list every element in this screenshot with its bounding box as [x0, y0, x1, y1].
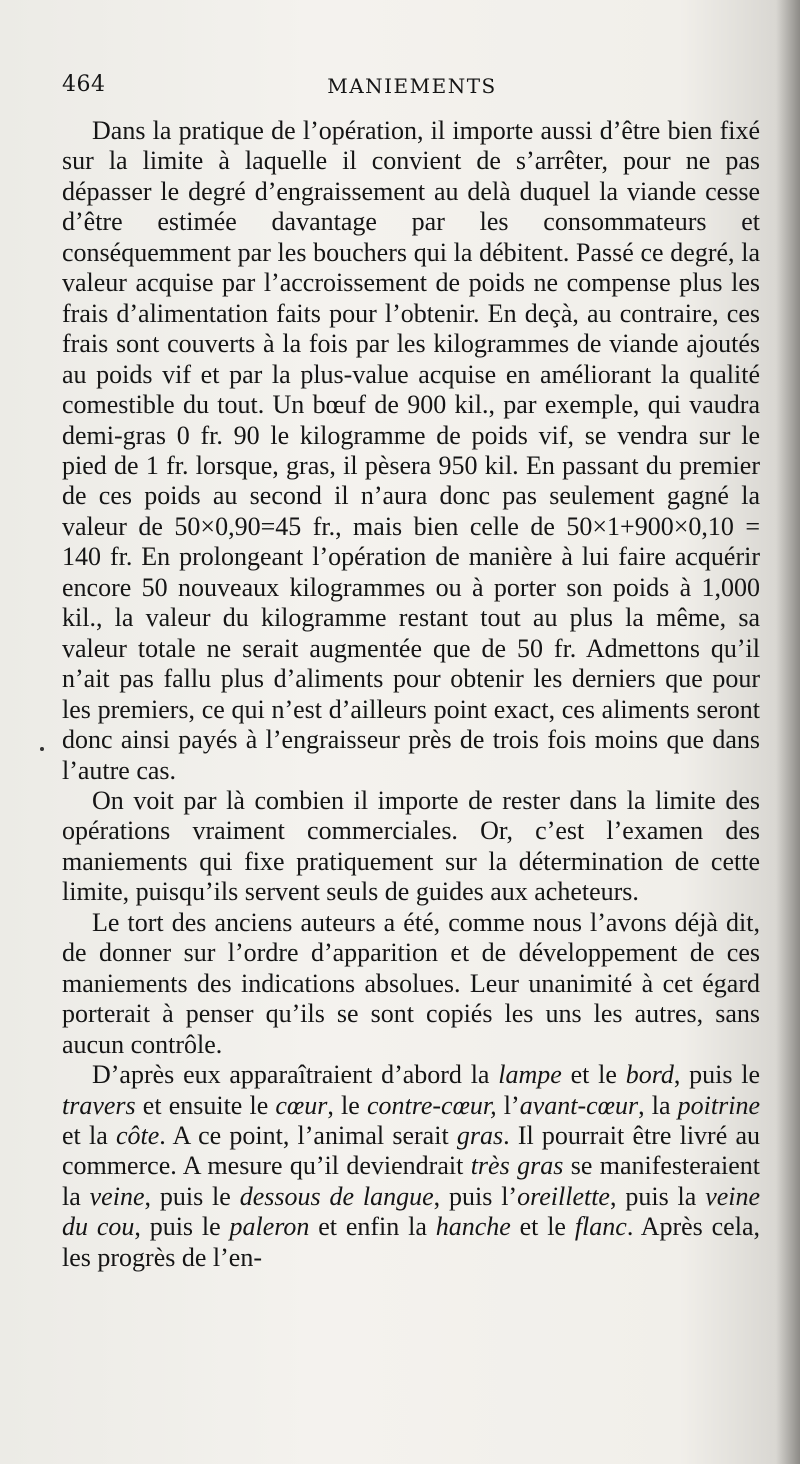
text-run: . Après cela, les progrès de l’en-	[62, 1212, 760, 1272]
text-run: . Il pourrait être livré au commerce. A mesure qu’il deviendrait	[62, 1120, 761, 1181]
text-run: , puis l’	[433, 1181, 518, 1211]
italic-term: veine	[89, 1181, 145, 1211]
body-text	[62, 116, 760, 1273]
text-run: . A ce point, l’animal serait	[159, 1120, 457, 1150]
text-run: Le tort des anciens auteurs a été, comme nous l’avons déjà dit, de donner sur l’ordre d’apparition et de développement de ces maniements des indications absolues. Leur unanimité à cet égard porterait à penser qu’ils se sont copiés les uns les autres, sans aucun contrôle.	[62, 907, 760, 1059]
text-run: et la	[62, 1120, 116, 1150]
text-run: et ensuite le	[135, 1090, 276, 1120]
page-header	[62, 72, 762, 102]
italic-term: côte	[115, 1120, 160, 1150]
italic-term: avant-cœur	[519, 1090, 639, 1120]
text-run: l’	[496, 1090, 520, 1120]
text-run: , puis le	[134, 1212, 230, 1242]
italic-term: gras	[456, 1120, 504, 1150]
paragraph	[62, 786, 760, 908]
text-run: , puis la	[609, 1181, 706, 1211]
italic-term: veine du cou	[62, 1181, 761, 1242]
margin-mark	[40, 747, 44, 751]
text-run: et le	[510, 1212, 575, 1242]
text-run: , puis le	[144, 1181, 240, 1211]
page-number: 464	[62, 72, 106, 97]
italic-term: paleron	[229, 1212, 310, 1242]
running-head: MANIEMENTS	[327, 74, 497, 98]
italic-term: travers	[62, 1090, 136, 1120]
text-run: Dans la pratique de l’opération, il importe aussi d’être bien fixé sur la limite à laquelle il convient de s’arrêter, pour ne pas dépasser le degré d’engraissement au delà duquel la viande cesse d’être estimée davantage par les consommateurs et conséquemment par les bouchers qui la débitent. Passé ce degré, la valeur acquise par l’accroissement de poids ne compense plus les frais d’alimentation faits pour l’obtenir. En deçà, au contraire, ces frais sont couverts à la fois par les kilogrammes de viande ajoutés au poids vif et par la plus-value acquise en améliorant la qualité comestible du tout. Un bœuf de 900 kil., par exemple, qui vaudra demi-gras 0 fr. 90 le kilogramme de poids vif, se vendra sur le pied de 1 fr. lorsque, gras, il pèsera 950 kil. En passant du premier de ces poids au second il n’aura donc pas seulement gagné la valeur de 50×0,90=45 fr., mais bien celle de 50×1+900×0,10 = 140 fr. En prolongeant l’opération de manière à lui faire acquérir encore 50 nouveaux kilogrammes ou à porter son poids à 1,000 kil., la valeur du kilogramme restant tout au plus la même, sa valeur totale ne serait augmentée que de 50 fr. Admettons qu’il n’ait pas fallu plus d’aliments pour obtenir les derniers que pour les premiers, ce qui n’est d’ailleurs point exact, ces aliments seront donc ainsi payés à l’engraisseur près de trois fois moins que dans l’autre cas.	[62, 116, 760, 785]
text-run: On voit par là combien il importe de rester dans la limite des opérations vraiment commerciales. Or, c’est l’examen des maniements qui fixe pratiquement sur la détermination de cette limite, puisqu’ils servent seuls de guides aux acheteurs.	[62, 785, 760, 907]
italic-term: contre-cœur,	[366, 1090, 497, 1120]
italic-term: lampe	[498, 1060, 562, 1090]
italic-term: oreillette	[517, 1181, 610, 1211]
text-run: , puis le	[673, 1060, 761, 1090]
paragraph	[62, 908, 760, 1060]
text-run: , la	[638, 1090, 678, 1120]
text-run: , le	[327, 1090, 367, 1120]
italic-term: cœur	[275, 1090, 328, 1120]
text-run: et le	[561, 1060, 626, 1090]
text-run: et enfin la	[309, 1212, 436, 1242]
italic-term: très gras	[470, 1151, 564, 1181]
italic-term: dessous de langue	[239, 1181, 434, 1211]
italic-term: bord	[625, 1060, 674, 1090]
italic-term: poitrine	[677, 1090, 761, 1120]
text-run: se manifesteraient la	[62, 1151, 760, 1211]
italic-term: flanc	[574, 1212, 627, 1242]
paragraph	[62, 116, 760, 786]
italic-term: hanche	[435, 1212, 511, 1242]
paragraph	[62, 1060, 760, 1273]
text-run: D’après eux apparaîtraient d’abord la	[92, 1060, 499, 1090]
